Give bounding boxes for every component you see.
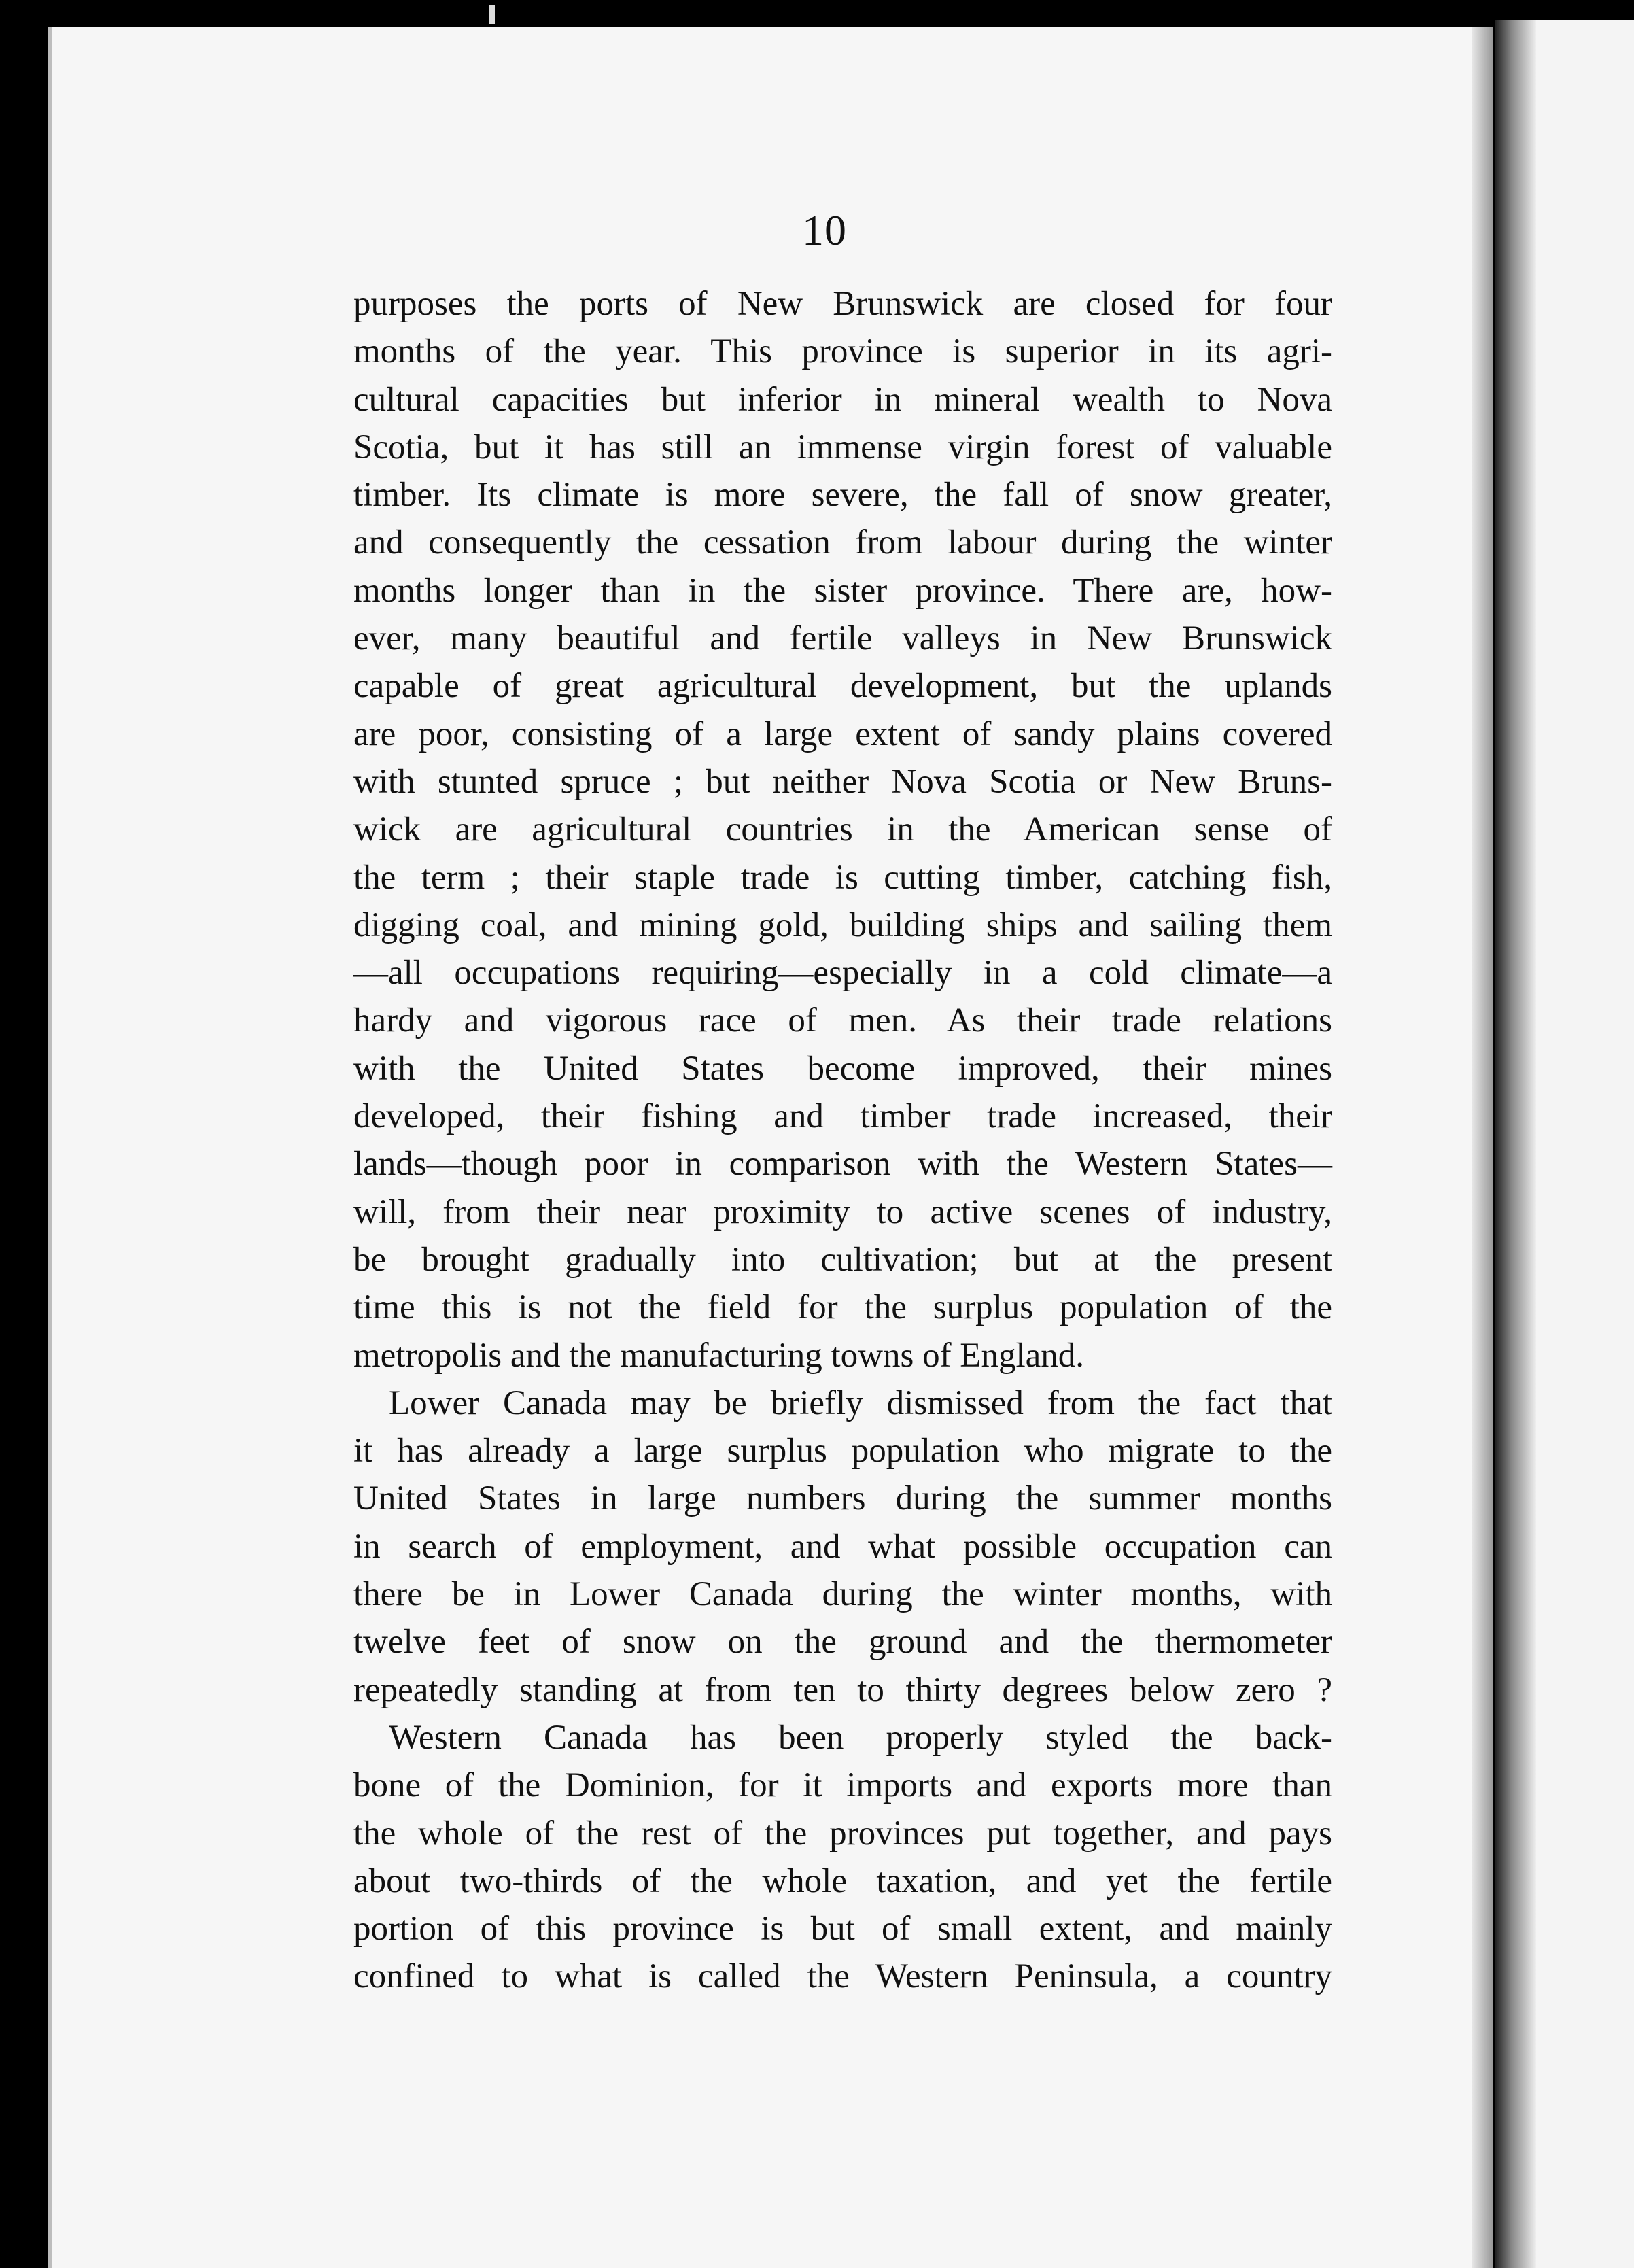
text-line: cultural capacities but inferior in mineral wealth to Nova [353, 380, 1332, 419]
text-line: time this is not the field for the surplus population of the [353, 1288, 1332, 1327]
text-line: will, from their near proximity to active scenes of industry, [353, 1192, 1332, 1231]
text-line: developed, their fishing and timber trade increased, their [353, 1097, 1332, 1136]
text-line: timber. Its climate is more severe, the fall of snow greater, [353, 476, 1332, 515]
text-line: wick are agricultural countries in the American sense of [353, 810, 1332, 849]
text-line: be brought gradually into cultivation; but at the present [353, 1240, 1332, 1279]
text-line: it has already a large surplus population who migrate to the [353, 1432, 1332, 1471]
text-line: purposes the ports of New Brunswick are closed for four [353, 285, 1332, 323]
text-line: ever, many beautiful and fertile valleys in New Brunswick [353, 619, 1332, 658]
page-number: 10 [802, 206, 847, 254]
facing-page-edge [1495, 20, 1634, 2268]
text-line: about two-thirds of the whole taxation, and yet the fertile [353, 1861, 1332, 1900]
text-line: twelve feet of snow on the ground and the thermometer [353, 1623, 1332, 1662]
facing-page-shadow [1495, 20, 1536, 2268]
text-line: capable of great agricultural development, but the uplands [353, 667, 1332, 706]
text-line: Scotia, but it has still an immense virgin forest of valuable [353, 428, 1332, 466]
text-line: with stunted spruce ; but neither Nova Scotia or New Bruns- [353, 762, 1332, 801]
text-line: months of the year. This province is superior in its agri- [353, 332, 1332, 371]
text-line: —all occupations requiring—especially in a cold climate—a [353, 954, 1332, 993]
text-line: the whole of the rest of the provinces put together, and pays [353, 1814, 1332, 1853]
text-line: there be in Lower Canada during the winter months, with [353, 1575, 1332, 1614]
text-line: metropolis and the manufacturing towns of England. [353, 1336, 1085, 1375]
text-line: the term ; their staple trade is cutting timber, catching fish, [353, 858, 1332, 897]
scan-speck [489, 5, 495, 24]
page-gutter-shadow [1472, 27, 1493, 2268]
text-line: Lower Canada may be briefly dismissed from the fact that [389, 1384, 1332, 1422]
text-line: lands—though poor in comparison with the Western States— [353, 1145, 1332, 1184]
text-line: hardy and vigorous race of men. As their trade relations [353, 1001, 1332, 1040]
text-line: are poor, consisting of a large extent of sandy plains covered [353, 715, 1332, 753]
text-line: Western Canada has been properly styled the back- [389, 1718, 1332, 1757]
text-line: with the United States become improved, their mines [353, 1049, 1332, 1088]
text-line: confined to what is called the Western Peninsula, a country [353, 1957, 1332, 1996]
text-line: digging coal, and mining gold, building ships and sailing them [353, 906, 1332, 944]
text-line: bone of the Dominion, for it imports and exports more than [353, 1766, 1332, 1805]
text-line: repeatedly standing at from ten to thirty degrees below zero ? [353, 1670, 1332, 1709]
body-text [353, 280, 1332, 2001]
text-line: and consequently the cessation from labour during the winter [353, 523, 1332, 562]
text-line: in search of employment, and what possible occupation can [353, 1527, 1332, 1566]
text-line: portion of this province is but of small extent, and mainly [353, 1910, 1332, 1948]
text-line: United States in large numbers during the summer months [353, 1479, 1332, 1518]
text-line: months longer than in the sister province. There are, how- [353, 571, 1332, 610]
